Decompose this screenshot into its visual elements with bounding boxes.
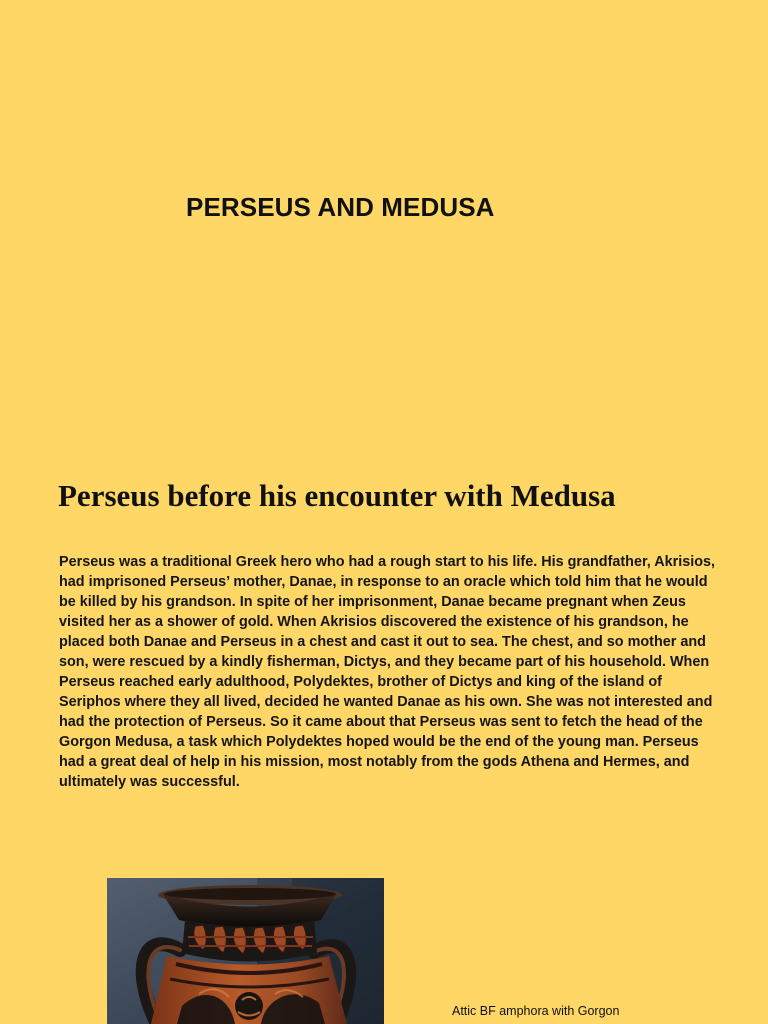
amphora-illustration bbox=[107, 878, 384, 1024]
amphora-image bbox=[107, 878, 384, 1024]
image-caption: Attic BF amphora with Gorgon bbox=[452, 1004, 620, 1018]
page-title: PERSEUS AND MEDUSA bbox=[186, 192, 495, 222]
body-paragraph: Perseus was a traditional Greek hero who had a rough start to his life. His grandfather, Akrisios, had imprisoned Perseus’ mother, Danae, in response to an oracle which told him that he would be killed by his grandson. In spite of her imprisonment, Danae became pregnant when Zeus visited her as a shower of gold. When Akrisios discovered the existence of his grandson, he placed both Danae and Perseus in a chest and cast it out to sea. The chest, and so mother and son, were rescued by a kindly fisherman, Dictys, and they became part of his household. When Perseus reached early adulthood, Polydektes, brother of Dictys and king of the island of Seriphos where they all lived, decided he wanted Danae as his own. She was not interested and had the protection of Perseus. So it came about that Perseus was sent to fetch the head of the Gorgon Medusa, a task which Polydektes hoped would be the end of the young man. Perseus had a great deal of help in his mission, most notably from the gods Athena and Hermes, and ultimately was successful. bbox=[59, 554, 716, 790]
section-heading: Perseus before his encounter with Medusa bbox=[58, 478, 616, 513]
